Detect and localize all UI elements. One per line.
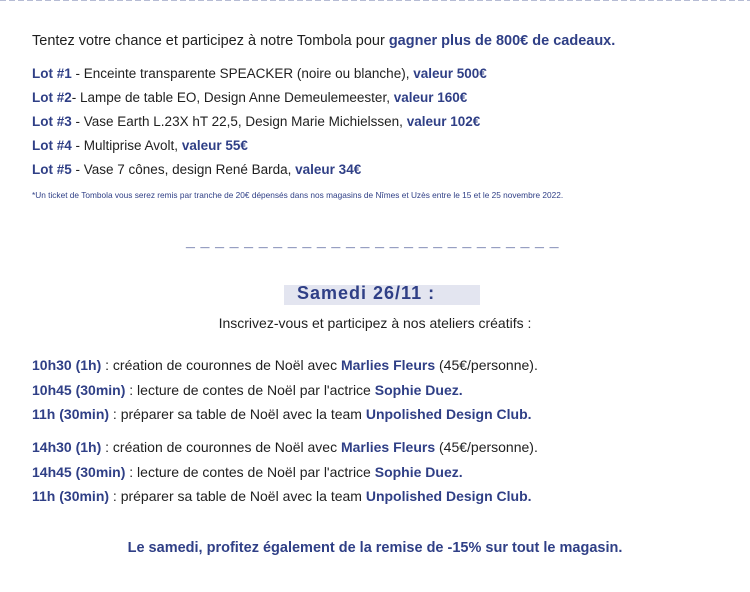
activity-line	[32, 357, 538, 373]
activity-time: 11h (30min)	[32, 488, 110, 504]
activity-desc: : lecture de contes de Noël par l'actrice	[125, 464, 375, 480]
activity-desc: : lecture de contes de Noël par l'actrice	[125, 382, 375, 398]
lot-desc: - Vase Earth L.23X hT 22,5, Design Marie Michielssen,	[71, 114, 407, 129]
workshops-subtitle: Inscrivez-vous et participez à nos ateliers créatifs :	[218, 315, 532, 331]
activity-line	[32, 406, 532, 422]
activity-time: 14h45 (30min)	[32, 464, 126, 480]
intro-highlight: gagner plus de 800€ de cadeaux.	[388, 33, 616, 49]
intro-text: Tentez votre chance et participez à notre Tombola pour	[32, 33, 389, 49]
lot-value: valeur 160€	[393, 90, 468, 105]
top-cut-text-remnant	[0, 0, 750, 1]
activity-desc: : création de couronnes de Noël avec	[101, 357, 341, 373]
lot-label: Lot #3	[32, 114, 72, 129]
activity-line	[32, 439, 538, 455]
lot-item	[32, 66, 487, 81]
intro-paragraph	[32, 33, 615, 49]
lot-label: Lot #4	[32, 138, 72, 153]
lot-item	[32, 114, 480, 129]
activity-line	[32, 382, 463, 398]
activity-time: 10h45 (30min)	[32, 382, 126, 398]
lot-label: Lot #1	[32, 66, 72, 81]
lot-item	[32, 162, 361, 177]
lot-value: valeur 102€	[406, 114, 481, 129]
activity-note: (45€/personne).	[435, 357, 538, 373]
activity-host: Sophie Duez.	[374, 382, 463, 398]
lot-value: valeur 34€	[295, 162, 362, 177]
activity-line	[32, 488, 532, 504]
activity-time: 11h (30min)	[32, 406, 110, 422]
activity-line	[32, 464, 463, 480]
tombola-footnote: *Un ticket de Tombola vous serez remis par tranche de 20€ dépensés dans nos magasins de Nîmes et Uzès entre le 15 et le 25 novembre 2022.	[32, 190, 564, 200]
dashed-divider: _ _ _ _ _ _ _ _ _ _ _ _ _ _ _ _ _ _ _ _ _ _ _ _ _ _	[186, 233, 560, 250]
saturday-promo: Le samedi, profitez également de la remise de -15% sur tout le magasin.	[127, 540, 623, 556]
lot-desc: - Vase 7 cônes, design René Barda,	[71, 162, 296, 177]
activity-time: 14h30 (1h)	[32, 439, 102, 455]
lot-value: valeur 500€	[413, 66, 487, 81]
activity-host: Sophie Duez.	[374, 464, 463, 480]
activity-host: Marlies Fleurs	[340, 439, 436, 455]
activity-desc: : préparer sa table de Noël avec la team	[109, 406, 366, 422]
lot-label: Lot #2	[32, 90, 72, 105]
activity-time: 10h30 (1h)	[32, 357, 102, 373]
activity-host: Unpolished Design Club.	[365, 488, 532, 504]
activity-host: Marlies Fleurs	[340, 357, 436, 373]
lot-item	[32, 138, 248, 153]
activity-note: (45€/personne).	[435, 439, 538, 455]
lot-desc: - Lampe de table EO, Design Anne Demeulemeester,	[71, 90, 394, 105]
lot-item	[32, 90, 467, 105]
lot-desc: - Enceinte transparente SPEACKER (noire ou blanche),	[71, 66, 414, 81]
activity-desc: : création de couronnes de Noël avec	[101, 439, 341, 455]
lot-label: Lot #5	[32, 162, 72, 177]
date-heading: Samedi 26/11 :	[297, 283, 436, 303]
lot-desc: - Multiprise Avolt,	[71, 138, 182, 153]
activity-host: Unpolished Design Club.	[365, 406, 532, 422]
lot-value: valeur 55€	[181, 138, 248, 153]
activity-desc: : préparer sa table de Noël avec la team	[109, 488, 366, 504]
